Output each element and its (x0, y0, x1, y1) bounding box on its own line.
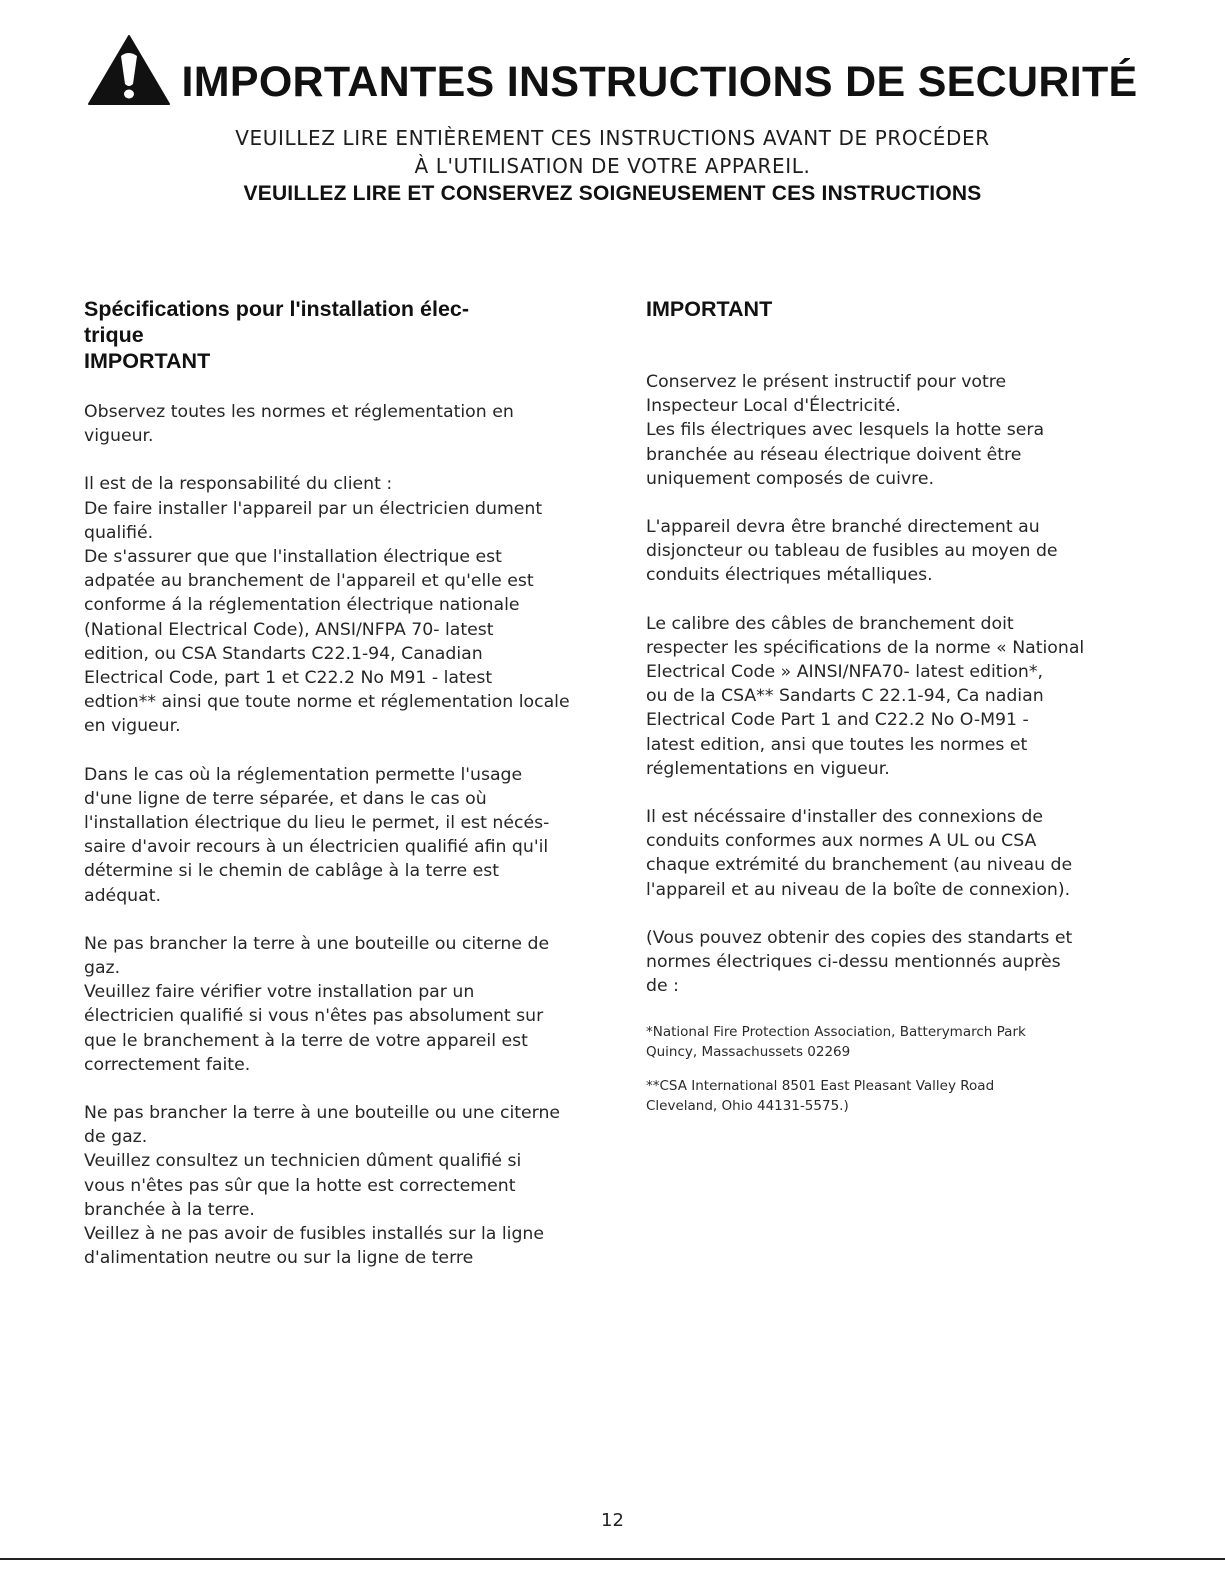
text-line: électricien qualifié si vous n'êtes pas absolument sur (84, 1006, 544, 1027)
text-line: Il est nécéssaire d'installer des connexions de (646, 807, 1043, 828)
text-line: latest edition, ansi que toutes les normes et (646, 734, 1028, 755)
text-line: l'appareil et au niveau de la boîte de connexion). (646, 879, 1071, 900)
text-line: L'appareil devra être branché directement au (646, 517, 1040, 538)
text-line: (National Electrical Code), ANSI/NFPA 70- latest (84, 619, 494, 640)
text-line: l'installation électrique du lieu le permet, il est nécés- (84, 813, 550, 834)
text-line: que le branchement à la terre de votre appareil est (84, 1030, 528, 1051)
text-line: respecter les spécifications de la norme « National (646, 637, 1085, 658)
text-line: en vigueur. (84, 716, 181, 737)
text-line: Dans le cas où la réglementation permette l'usage (84, 764, 523, 785)
paragraph (84, 1101, 584, 1270)
warning-triangle-svg (87, 34, 171, 106)
text-line: correctement faite. (84, 1054, 251, 1075)
paragraph (84, 763, 584, 908)
text-line: disjoncteur ou tableau de fusibles au moyen de (646, 541, 1058, 562)
text-line: Electrical Code Part 1 and C22.2 No O-M91 - (646, 710, 1029, 731)
text-line: de gaz. (84, 1127, 148, 1148)
footnotes (646, 1022, 1106, 1116)
text-line: gaz. (84, 958, 121, 979)
right-paragraphs (646, 370, 1106, 998)
text-line: Veuillez faire vérifier votre installation par un (84, 982, 475, 1003)
text-line: edtion** ainsi que toute norme et réglementation locale (84, 692, 570, 713)
text-line: Electrical Code, part 1 et C22.2 No M91 - latest (84, 668, 493, 689)
text-line: ou de la CSA** Sandarts C 22.1-94, Ca nadian (646, 686, 1044, 707)
text-line: Veuillez consultez un technicien dûment qualifié si (84, 1151, 522, 1172)
footnote (646, 1076, 1106, 1116)
text-line: De s'assurer que que l'installation électrique est (84, 547, 502, 568)
text-line: Il est de la responsabilité du client : (84, 474, 393, 495)
text-line: conduits électriques métalliques. (646, 565, 933, 586)
text-line: Electrical Code » AINSI/NFA70- latest edition*, (646, 662, 1043, 683)
text-line: d'une ligne de terre séparée, et dans le cas où (84, 788, 487, 809)
important-heading: IMPORTANT (646, 297, 773, 321)
text-line: Inspecteur Local d'Électricité. (646, 396, 901, 417)
text-line: conduits conformes aux normes A UL ou CSA (646, 831, 1037, 852)
paragraph (646, 515, 1106, 588)
title-row (0, 30, 1225, 110)
text-line: edition, ou CSA Standarts C22.1-94, Canadian (84, 643, 483, 664)
text-line: **CSA International 8501 East Pleasant Valley Road (646, 1078, 995, 1095)
text-line: vigueur. (84, 426, 154, 447)
keep-instructions-notice: VEUILLEZ LIRE ET CONSERVEZ SOIGNEUSEMENT CES INSTRUCTIONS (243, 182, 982, 205)
text-line: De faire installer l'appareil par un électricien dument (84, 498, 543, 519)
warning-triangle-icon (87, 34, 171, 106)
text-line: Observez toutes les normes et réglementation en (84, 402, 514, 422)
text-line: Le calibre des câbles de branchement doit (646, 613, 1014, 634)
text-line: adpatée au branchement de l'appareil et qu'elle est (84, 571, 534, 592)
paragraph (646, 805, 1106, 902)
subtitle-line-2: À L'UTILISATION DE VOTRE APPAREIL. (414, 154, 811, 178)
text-line: de : (646, 976, 679, 997)
paragraph (646, 370, 1106, 491)
text-line: saire d'avoir recours à un électricien qualifié afin qu'il (84, 837, 549, 858)
bottom-rule (0, 1558, 1225, 1560)
right-column (646, 296, 1106, 1130)
text-line: Veillez à ne pas avoir de fusibles installés sur la ligne (84, 1224, 545, 1245)
text-line: vous n'êtes pas sûr que la hotte est correctement (84, 1175, 516, 1196)
text-line: détermine si le chemin de cablâge à la terre est (84, 861, 499, 882)
paragraph (84, 400, 584, 448)
text-line: branchée à la terre. (84, 1199, 255, 1220)
paragraph (646, 926, 1106, 999)
page-title: IMPORTANTES INSTRUCTIONS DE SECURITÉ (181, 58, 1138, 106)
subtitle-line-1: VEUILLEZ LIRE ENTIÈREMENT CES INSTRUCTIONS AVANT DE PROCÉDER (235, 126, 990, 150)
text-line: Conservez le présent instructif pour votre (646, 372, 1007, 392)
paragraph (84, 932, 584, 1077)
text-line: Cleveland, Ohio 44131-5575.) (646, 1098, 849, 1115)
paragraph (646, 612, 1106, 781)
important-subheading: IMPORTANT (84, 349, 211, 373)
page-header (0, 30, 1225, 206)
text-line: normes électriques ci-dessu mentionnés auprès (646, 952, 1061, 973)
text-line: chaque extrémité du branchement (au niveau de (646, 855, 1073, 876)
text-line: (Vous pouvez obtenir des copies des standarts et (646, 927, 1073, 948)
heading-line: trique (84, 323, 144, 347)
text-line: Ne pas brancher la terre à une bouteille ou citerne de (84, 933, 550, 954)
heading-line: Spécifications pour l'installation élec- (84, 297, 470, 321)
text-line: Les fils électriques avec lesquels la hotte sera (646, 420, 1045, 441)
footnote (646, 1022, 1106, 1062)
text-line: uniquement composés de cuivre. (646, 468, 934, 489)
text-line: conforme á la réglementation électrique nationale (84, 595, 520, 616)
left-column (84, 296, 584, 1295)
text-line: qualifié. (84, 522, 154, 543)
text-line: Ne pas brancher la terre à une bouteille ou une citerne (84, 1103, 561, 1124)
paragraph (84, 472, 584, 738)
text-line: adéquat. (84, 885, 161, 906)
text-line: d'alimentation neutre ou sur la ligne de terre (84, 1248, 474, 1269)
left-paragraphs (84, 400, 584, 1271)
text-line: *National Fire Protection Association, Batterymarch Park (646, 1024, 1026, 1041)
text-line: branchée au réseau électrique doivent être (646, 444, 1022, 465)
text-line: réglementations en vigueur. (646, 758, 890, 779)
page-number: 12 (601, 1510, 624, 1531)
electrical-spec-heading (84, 296, 584, 348)
text-line: Quincy, Massachussets 02269 (646, 1044, 851, 1061)
